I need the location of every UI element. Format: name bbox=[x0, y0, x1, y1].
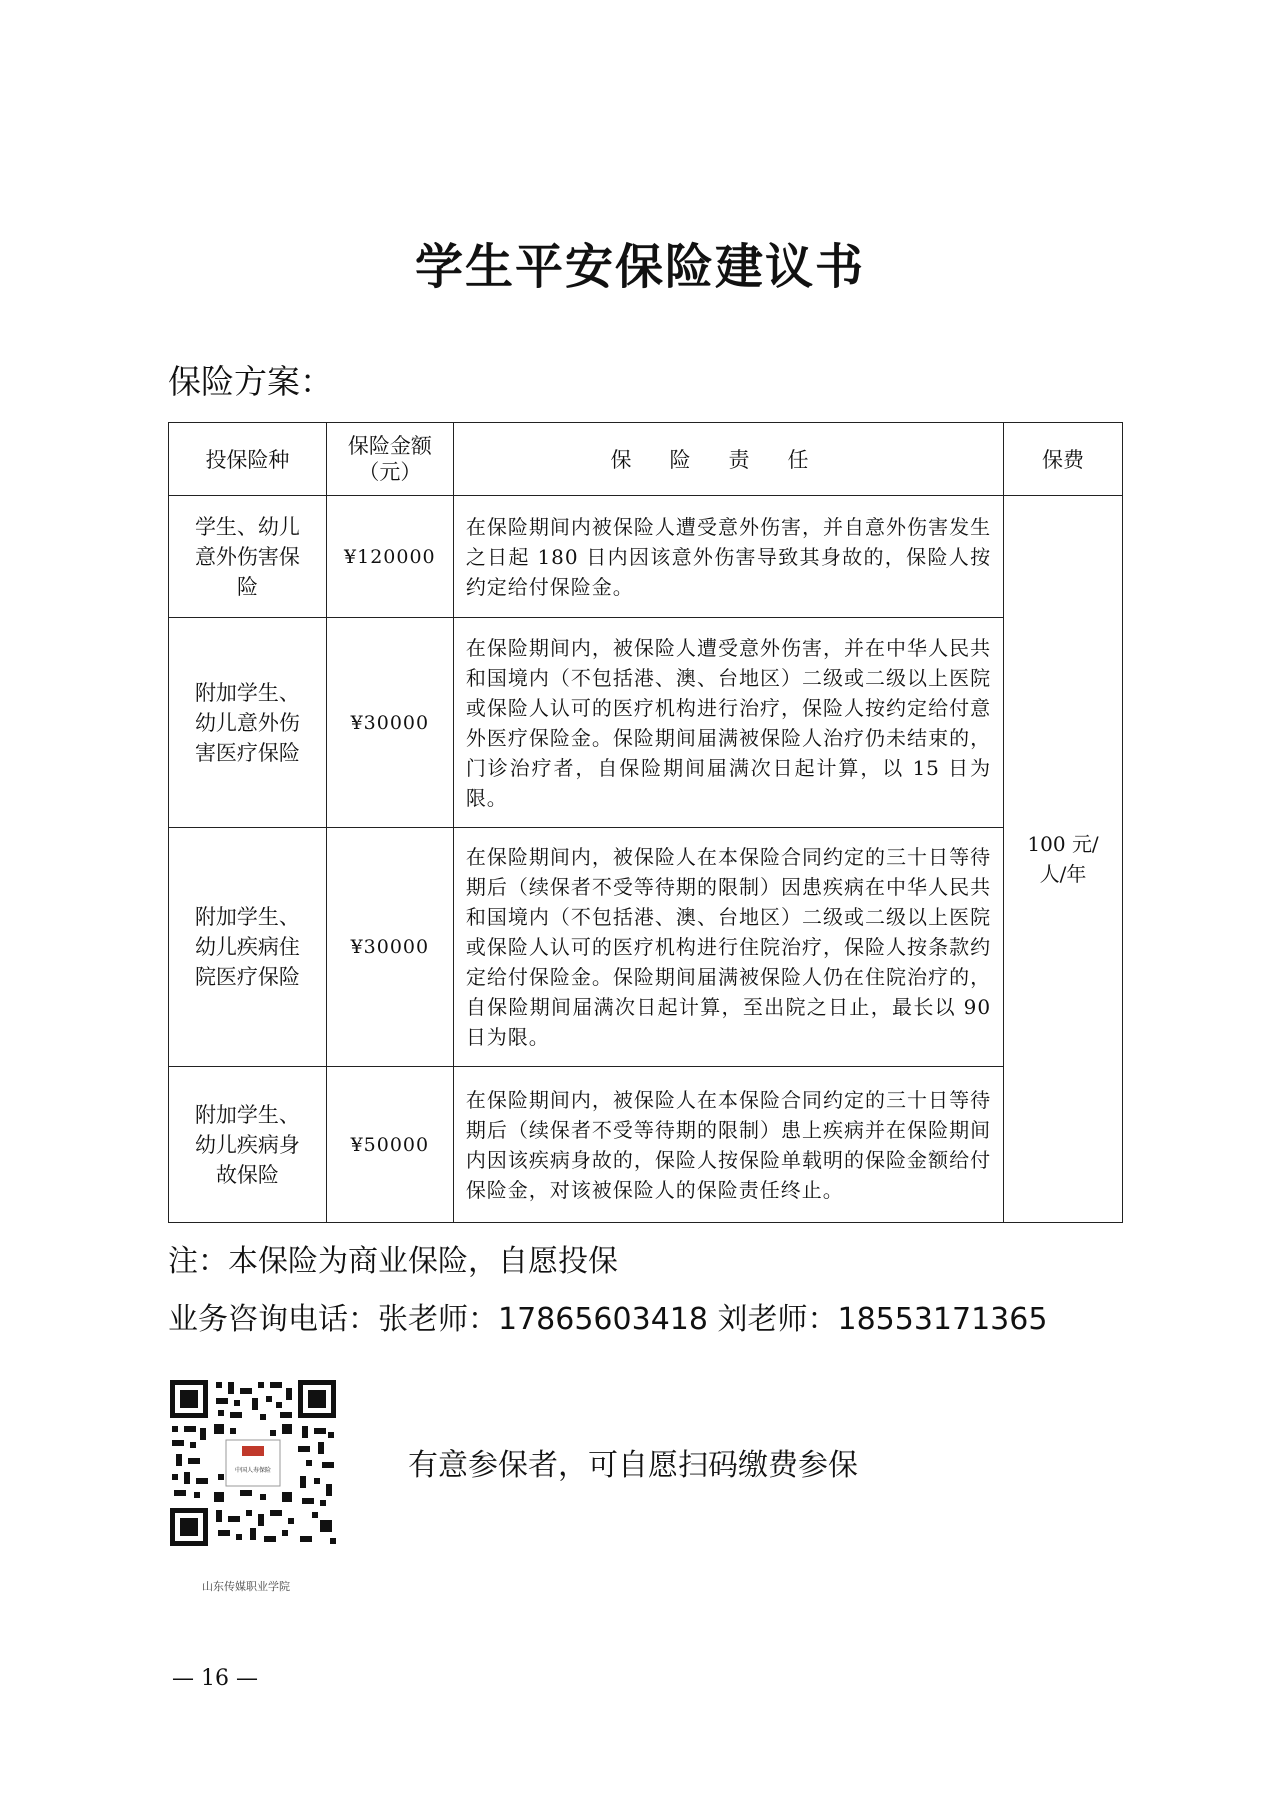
row-type: 附加学生、幼儿疾病住院医疗保险 bbox=[169, 828, 327, 1067]
scan-instruction: 有意参保者，可自愿扫码缴费参保 bbox=[408, 1448, 858, 1483]
row-type: 附加学生、幼儿疾病身故保险 bbox=[169, 1067, 327, 1223]
fee-line1: 100 元/ bbox=[1027, 832, 1099, 856]
header-responsibility-label: 保险责任 bbox=[610, 448, 847, 472]
table-row bbox=[169, 496, 1123, 618]
header-amount-line1: 保险金额 bbox=[347, 434, 432, 458]
plan-label: 保险方案： bbox=[168, 362, 333, 401]
insurance-plan-table bbox=[168, 422, 1123, 1223]
payment-qr-code[interactable] bbox=[170, 1380, 336, 1546]
contact-phone: 业务咨询电话：张老师：17865603418 刘老师：18553171365 bbox=[168, 1302, 1048, 1337]
qr-caption: 山东传媒职业学院 bbox=[202, 1580, 290, 1593]
row-responsibility: 在保险期间内，被保险人在本保险合同约定的三十日等待期后（续保者不受等待期的限制）因患疾病在中华人民共和国境内（不包括港、澳、台地区）二级或二级以上医院或保险人认可的医疗机构进行住院治疗，保险人按条款约定给付保险金。保险期间届满被保险人仍在住院治疗的，自保险期间届满次日起计算，至出院之日止，最长以 90 日为限。 bbox=[453, 828, 1003, 1067]
row-amount: ¥120000 bbox=[326, 496, 453, 618]
fee-line2: 人/年 bbox=[1039, 862, 1087, 886]
row-amount: ¥30000 bbox=[326, 618, 453, 828]
commercial-insurance-note: 注：本保险为商业保险，自愿投保 bbox=[168, 1244, 618, 1279]
row-responsibility: 在保险期间内，被保险人在本保险合同约定的三十日等待期后（续保者不受等待期的限制）患上疾病并在保险期间内因该疾病身故的，保险人按保险单载明的保险金额给付保险金，对该被保险人的保险责任终止。 bbox=[453, 1067, 1003, 1223]
header-type: 投保险种 bbox=[169, 423, 327, 496]
page-number: — 16 — bbox=[172, 1666, 258, 1691]
row-responsibility: 在保险期间内，被保险人遭受意外伤害，并在中华人民共和国境内（不包括港、澳、台地区）二级或二级以上医院或保险人认可的医疗机构进行治疗，保险人按约定给付意外医疗保险金。保险期间届满被保险人治疗仍未结束的，门诊治疗者，自保险期间届满次日起计算，以 15 日为限。 bbox=[453, 618, 1003, 828]
row-amount: ¥30000 bbox=[326, 828, 453, 1067]
table-row bbox=[169, 828, 1123, 1067]
header-responsibility bbox=[453, 423, 1003, 496]
row-responsibility: 在保险期间内被保险人遭受意外伤害，并自意外伤害发生之日起 180 日内因该意外伤害导致其身故的，保险人按约定给付保险金。 bbox=[453, 496, 1003, 618]
row-type: 附加学生、幼儿意外伤害医疗保险 bbox=[169, 618, 327, 828]
qr-center-label: 中国人寿保险 bbox=[234, 1467, 272, 1474]
row-amount: ¥50000 bbox=[326, 1067, 453, 1223]
fee-cell bbox=[1004, 496, 1123, 1223]
header-amount bbox=[326, 423, 453, 496]
header-fee: 保费 bbox=[1004, 423, 1123, 496]
document-title: 学生平安保险建议书 bbox=[414, 239, 865, 295]
table-header-row bbox=[169, 423, 1123, 496]
table-row bbox=[169, 618, 1123, 828]
header-amount-line2: （元） bbox=[358, 460, 422, 484]
row-type: 学生、幼儿意外伤害保险 bbox=[169, 496, 327, 618]
table-row bbox=[169, 1067, 1123, 1223]
